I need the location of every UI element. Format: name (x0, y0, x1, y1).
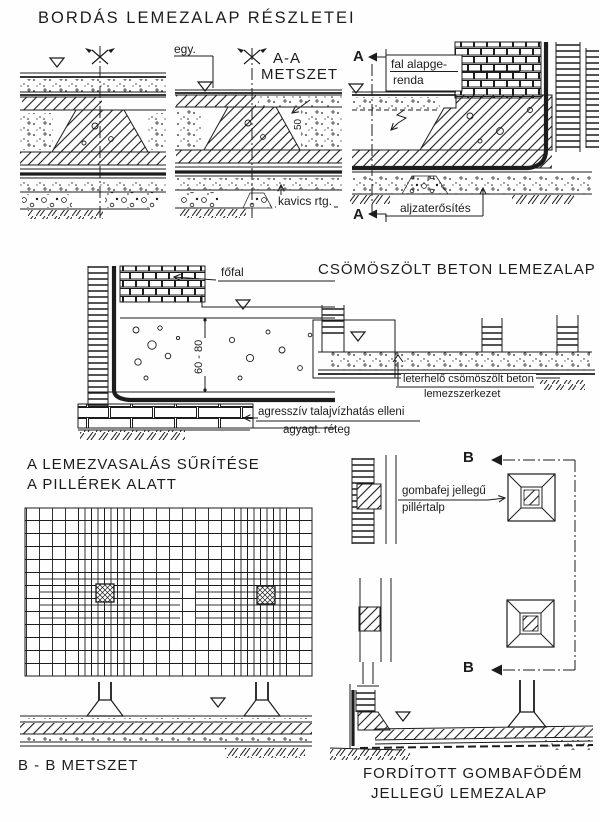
detail-1-rib-section (20, 46, 166, 219)
detail-3-edge-section (349, 42, 599, 222)
inverted-title-1: FORDÍTOTT GOMBAFÖDÉM (363, 765, 583, 782)
label-clay-2: agyagt. réteg (283, 424, 351, 436)
cut-letter-b-top: B (463, 449, 474, 466)
rebar-mesh-plan (25, 508, 312, 676)
label-main-wall: főfal (221, 265, 244, 279)
label-footing-2: pillértalp (402, 502, 445, 514)
tamped-concrete-title: CSÖMÖSZÖLT BETON LEMEZALAP (318, 261, 596, 278)
label-tamped-2: lemezszerkezet (424, 388, 501, 400)
water-table-icon (50, 58, 64, 67)
label-gravel-layer: kavics rtg. (278, 194, 333, 208)
cut-letter-b-bottom: B (463, 659, 474, 676)
label-clay-1: agresszív talajvízhatás elleni (258, 406, 405, 418)
label-footing-1: gombafej jellegű (402, 485, 486, 497)
section-b-b-label: B - B METSZET (18, 757, 139, 774)
section-b-b (20, 682, 312, 758)
inverted-title-2: JELLEGŰ LEMEZALAP (371, 785, 548, 802)
label-egy: egy. (174, 42, 196, 56)
water-table-icon (351, 332, 365, 341)
section-mark-metszet: METSZET (261, 66, 338, 83)
inverted-mushroom-section (330, 680, 593, 760)
water-table-icon (396, 712, 410, 721)
section-mark-aa: A-A (273, 50, 302, 67)
label-wall-beam-1: fal alapge- (391, 57, 448, 71)
dim-rib: 50 (293, 118, 304, 130)
label-subbase: aljzaterősítés (400, 201, 471, 215)
mesh-plan-title-2: A PILLÉREK ALATT (27, 476, 177, 493)
water-table-icon (211, 698, 225, 707)
label-tamped-1: leterhelő csömöszölt beton (403, 373, 534, 385)
page-title: BORDÁS LEMEZALAP RÉSZLETEI (38, 9, 356, 27)
label-wall-beam-2: renda (393, 73, 424, 87)
cut-letter-a-bottom: A (353, 206, 364, 223)
water-table-icon (236, 300, 250, 309)
mesh-plan-title-1: A LEMEZVASALÁS SŰRÍTÉSE (27, 456, 260, 473)
dim-depth: 60 - 80 (193, 339, 205, 374)
cut-letter-a-top: A (353, 48, 364, 65)
